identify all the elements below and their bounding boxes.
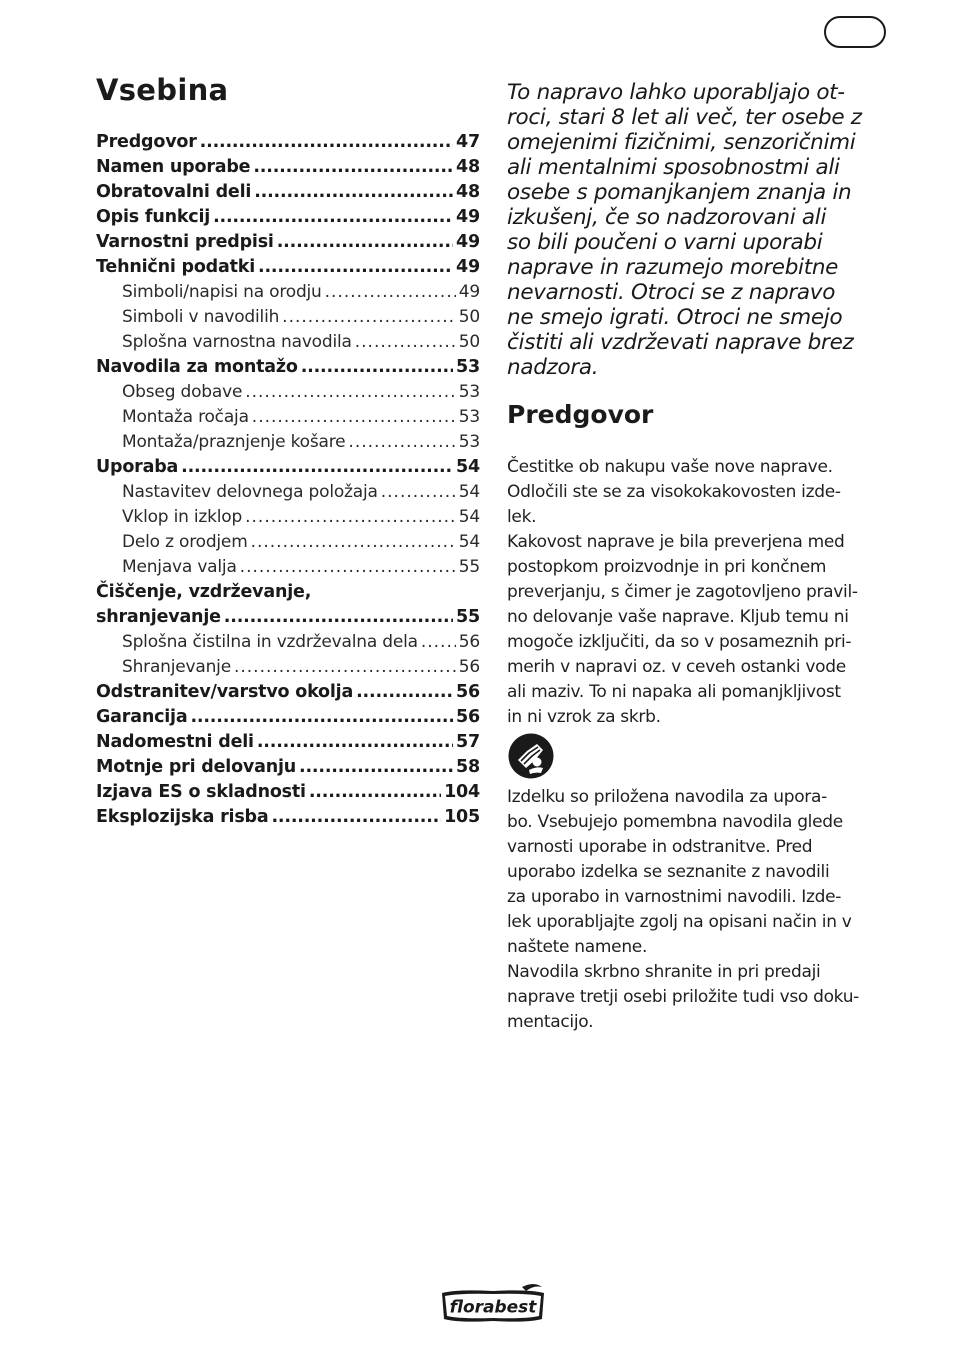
intro-line: roci, stari 8 let ali več, ter osebe z (507, 105, 862, 130)
toc-entry-label: Motnje pri delovanju (96, 757, 297, 777)
toc-entry[interactable] (96, 230, 480, 255)
toc-leader-dots (253, 155, 453, 180)
paragraph-line: ali maziv. To ni napaka ali pomanjkljivost (507, 682, 841, 702)
toc-entry[interactable] (96, 530, 480, 555)
toc-leader-dots (356, 680, 453, 705)
toc-entry-label: Nastavitev delovnega položaja (122, 482, 378, 502)
toc-entry-label: Varnostni predpisi (96, 232, 274, 252)
intro-line: osebe s pomanjkanjem znanja in (507, 180, 852, 205)
toc-page-number: 49 (456, 232, 480, 252)
toc-entry-label: Nadomestni deli (96, 732, 254, 752)
paragraph-line: no delovanje vaše naprave. Kljub temu ni (507, 607, 849, 627)
intro-line: izkušenj, če so nadzorovani ali (507, 205, 827, 230)
intro-line: To napravo lahko uporabljajo ot- (507, 80, 845, 105)
toc-entry-label: Splošna varnostna navodila (122, 332, 352, 352)
toc-leader-dots (299, 755, 453, 780)
toc-entry-label: Odstranitev/varstvo okolja (96, 682, 354, 702)
toc-leader-dots (190, 705, 453, 730)
paragraph-line: za uporabo in varnostnimi navodili. Izde- (507, 887, 842, 907)
paragraph-line: lek uporabljajte zgolj na opisani način in v (507, 912, 852, 932)
toc-page-number: 50 (458, 307, 480, 327)
toc-entry-label: Izjava ES o skladnosti (96, 782, 306, 802)
toc-entry[interactable] (96, 705, 480, 730)
toc-page-number: 104 (444, 782, 480, 802)
paragraph-line: lek. (507, 507, 537, 527)
preface-paragraph (507, 455, 858, 730)
toc-page-number: 57 (456, 732, 480, 752)
toc-entry-label: Menjava valja (122, 557, 237, 577)
toc-entry-label: Shranjevanje (122, 657, 231, 677)
toc-entry-label: Delo z orodjem (122, 532, 248, 552)
paragraph-line: naprave tretji osebi priložite tudi vso doku- (507, 987, 860, 1007)
toc-page-number: 53 (458, 432, 480, 452)
toc-leader-dots (251, 530, 456, 555)
toc-entry-label: Čiščenje, vzdrževanje, (96, 582, 312, 602)
toc-entry-label: Uporaba (96, 457, 179, 477)
toc-entry[interactable] (96, 580, 480, 605)
toc-entry[interactable] (96, 405, 480, 430)
toc-entry-label: Opis funkcij (96, 207, 211, 227)
toc-entry[interactable] (96, 505, 480, 530)
toc-page-number: 49 (456, 207, 480, 227)
toc-page-number: 54 (458, 482, 480, 502)
toc-leader-dots (245, 505, 456, 530)
toc-leader-dots (348, 430, 455, 455)
toc-entry[interactable] (96, 480, 480, 505)
toc-entry[interactable] (96, 280, 480, 305)
toc-entry[interactable] (96, 605, 480, 630)
toc-entry[interactable] (96, 130, 480, 155)
toc-leader-dots (282, 305, 456, 330)
toc-page-number: 49 (458, 282, 480, 302)
toc-entry[interactable] (96, 355, 480, 380)
toc-page-number: 56 (456, 682, 480, 702)
paragraph-line: in ni vzrok za skrb. (507, 707, 661, 727)
toc-page-number: 47 (456, 132, 480, 152)
toc-leader-dots (301, 355, 453, 380)
toc-page-number: 53 (456, 357, 480, 377)
toc-page-number: 56 (456, 707, 480, 727)
toc-entry[interactable] (96, 180, 480, 205)
toc-leader-dots (257, 730, 453, 755)
read-manual-icon (507, 732, 555, 780)
toc-entry-label: Simboli/napisi na orodju (122, 282, 322, 302)
toc-entry-label: Montaža/praznjenje košare (122, 432, 346, 452)
intro-line: nadzora. (507, 355, 599, 380)
intro-line: nevarnosti. Otroci se z napravo (507, 280, 836, 305)
toc-entry-label: Obratovalni deli (96, 182, 252, 202)
paragraph-line: Kakovost naprave je bila preverjena med (507, 532, 845, 552)
paragraph-line: mentacijo. (507, 1012, 594, 1032)
paragraph-line: varnosti uporabe in odstranitve. Pred (507, 837, 813, 857)
intro-line: čistiti ali vzdrževati naprave brez (507, 330, 854, 355)
toc-page-number: 54 (458, 507, 480, 527)
toc-entry[interactable] (96, 730, 480, 755)
toc-leader-dots (252, 405, 456, 430)
toc-entry-label: Predgovor (96, 132, 197, 152)
toc-entry[interactable] (96, 255, 480, 280)
toc-page-number: 56 (458, 657, 480, 677)
table-of-contents (96, 70, 480, 830)
paragraph-line: naštete namene. (507, 937, 648, 957)
toc-title: Vsebina (96, 73, 229, 107)
toc-page-number: 55 (458, 557, 480, 577)
toc-entry-label: Simboli v navodilih (122, 307, 280, 327)
toc-page-number: 56 (458, 632, 480, 652)
toc-entry[interactable] (96, 680, 480, 705)
toc-leader-dots (181, 455, 453, 480)
toc-leader-dots (421, 630, 456, 655)
toc-page-number: 48 (456, 182, 480, 202)
toc-entry[interactable] (96, 805, 480, 830)
toc-leader-dots (213, 205, 453, 230)
florabest-logo (438, 1283, 548, 1325)
toc-page-number: 54 (456, 457, 480, 477)
toc-entry[interactable] (96, 655, 480, 680)
toc-entry[interactable] (96, 555, 480, 580)
toc-list (96, 130, 480, 830)
toc-entry-label: Garancija (96, 707, 188, 727)
paragraph-line: merih v napravi oz. v ceveh ostanki vode (507, 657, 846, 677)
toc-entry-label: Namen uporabe (96, 157, 251, 177)
toc-leader-dots (234, 655, 456, 680)
toc-entry-label: Eksplozijska risba (96, 807, 269, 827)
toc-page-number: 54 (458, 532, 480, 552)
toc-leader-dots (258, 255, 453, 280)
language-badge (824, 16, 886, 48)
toc-entry-label: Vklop in izklop (122, 507, 243, 527)
toc-page-number: 58 (456, 757, 480, 777)
paragraph-line: bo. Vsebujejo pomembna navodila glede (507, 812, 843, 832)
paragraph-line: preverjanju, s čimer je zagotovljeno pravil- (507, 582, 858, 602)
paragraph-line: Izdelku so priložena navodila za upora- (507, 787, 827, 807)
toc-leader-dots (309, 780, 441, 805)
intro-line: ne smejo igrati. Otroci ne smejo (507, 305, 843, 330)
toc-entry[interactable] (96, 380, 480, 405)
toc-entry-label: Obseg dobave (122, 382, 243, 402)
toc-leader-dots (325, 280, 456, 305)
toc-page-number: 48 (456, 157, 480, 177)
toc-entry[interactable] (96, 455, 480, 480)
toc-leader-dots (240, 555, 456, 580)
logo-wordmark: florabest (449, 1297, 537, 1318)
toc-entry[interactable] (96, 305, 480, 330)
toc-entry[interactable] (96, 755, 480, 780)
toc-leader-dots (254, 180, 453, 205)
toc-leader-dots (381, 480, 456, 505)
paragraph-line: postopkom proizvodnje in pri končnem (507, 557, 827, 577)
toc-leader-dots (277, 230, 453, 255)
toc-entry-label: shranjevanje (96, 607, 221, 627)
toc-page-number: 55 (456, 607, 480, 627)
toc-page-number: 53 (458, 407, 480, 427)
toc-entry-label: Navodila za montažo (96, 357, 298, 377)
toc-page-number: 49 (456, 257, 480, 277)
section-title: Predgovor (507, 400, 654, 429)
paragraph-line: Navodila skrbno shranite in pri predaji (507, 962, 821, 982)
toc-entry[interactable] (96, 330, 480, 355)
toc-leader-dots (271, 805, 441, 830)
safety-intro-paragraph (507, 80, 891, 380)
intro-line: naprave in razumejo morebitne (507, 255, 839, 280)
paragraph-line: uporabo izdelka se seznanite z navodili (507, 862, 830, 882)
toc-leader-dots (355, 330, 456, 355)
paragraph-line: Čestitke ob nakupu vaše nove naprave. (507, 457, 833, 477)
toc-leader-dots (224, 605, 453, 630)
right-column (507, 80, 891, 1032)
toc-leader-dots (200, 130, 453, 155)
paragraph-line: Odločili ste se za visokokakovosten izde- (507, 482, 841, 502)
intro-line: so bili poučeni o varni uporabi (507, 230, 823, 255)
toc-entry[interactable] (96, 430, 480, 455)
toc-page-number: 105 (444, 807, 480, 827)
toc-entry[interactable] (96, 205, 480, 230)
intro-line: omejenimi fizičnimi, senzoričnimi (507, 130, 856, 155)
toc-entry-label: Tehnični podatki (96, 257, 256, 277)
toc-entry[interactable] (96, 780, 480, 805)
toc-entry-label: Montaža ročaja (122, 407, 249, 427)
intro-line: ali mentalnimi sposobnostmi ali (507, 155, 840, 180)
toc-page-number: 50 (458, 332, 480, 352)
toc-page-number: 53 (458, 382, 480, 402)
paragraph-line: mogoče izključiti, da so v posameznih pri- (507, 632, 852, 652)
manual-notice-paragraph (507, 785, 859, 1035)
toc-entry[interactable] (96, 155, 480, 180)
toc-entry[interactable] (96, 630, 480, 655)
toc-entry-label: Splošna čistilna in vzdrževalna dela (122, 632, 418, 652)
toc-leader-dots (245, 380, 456, 405)
